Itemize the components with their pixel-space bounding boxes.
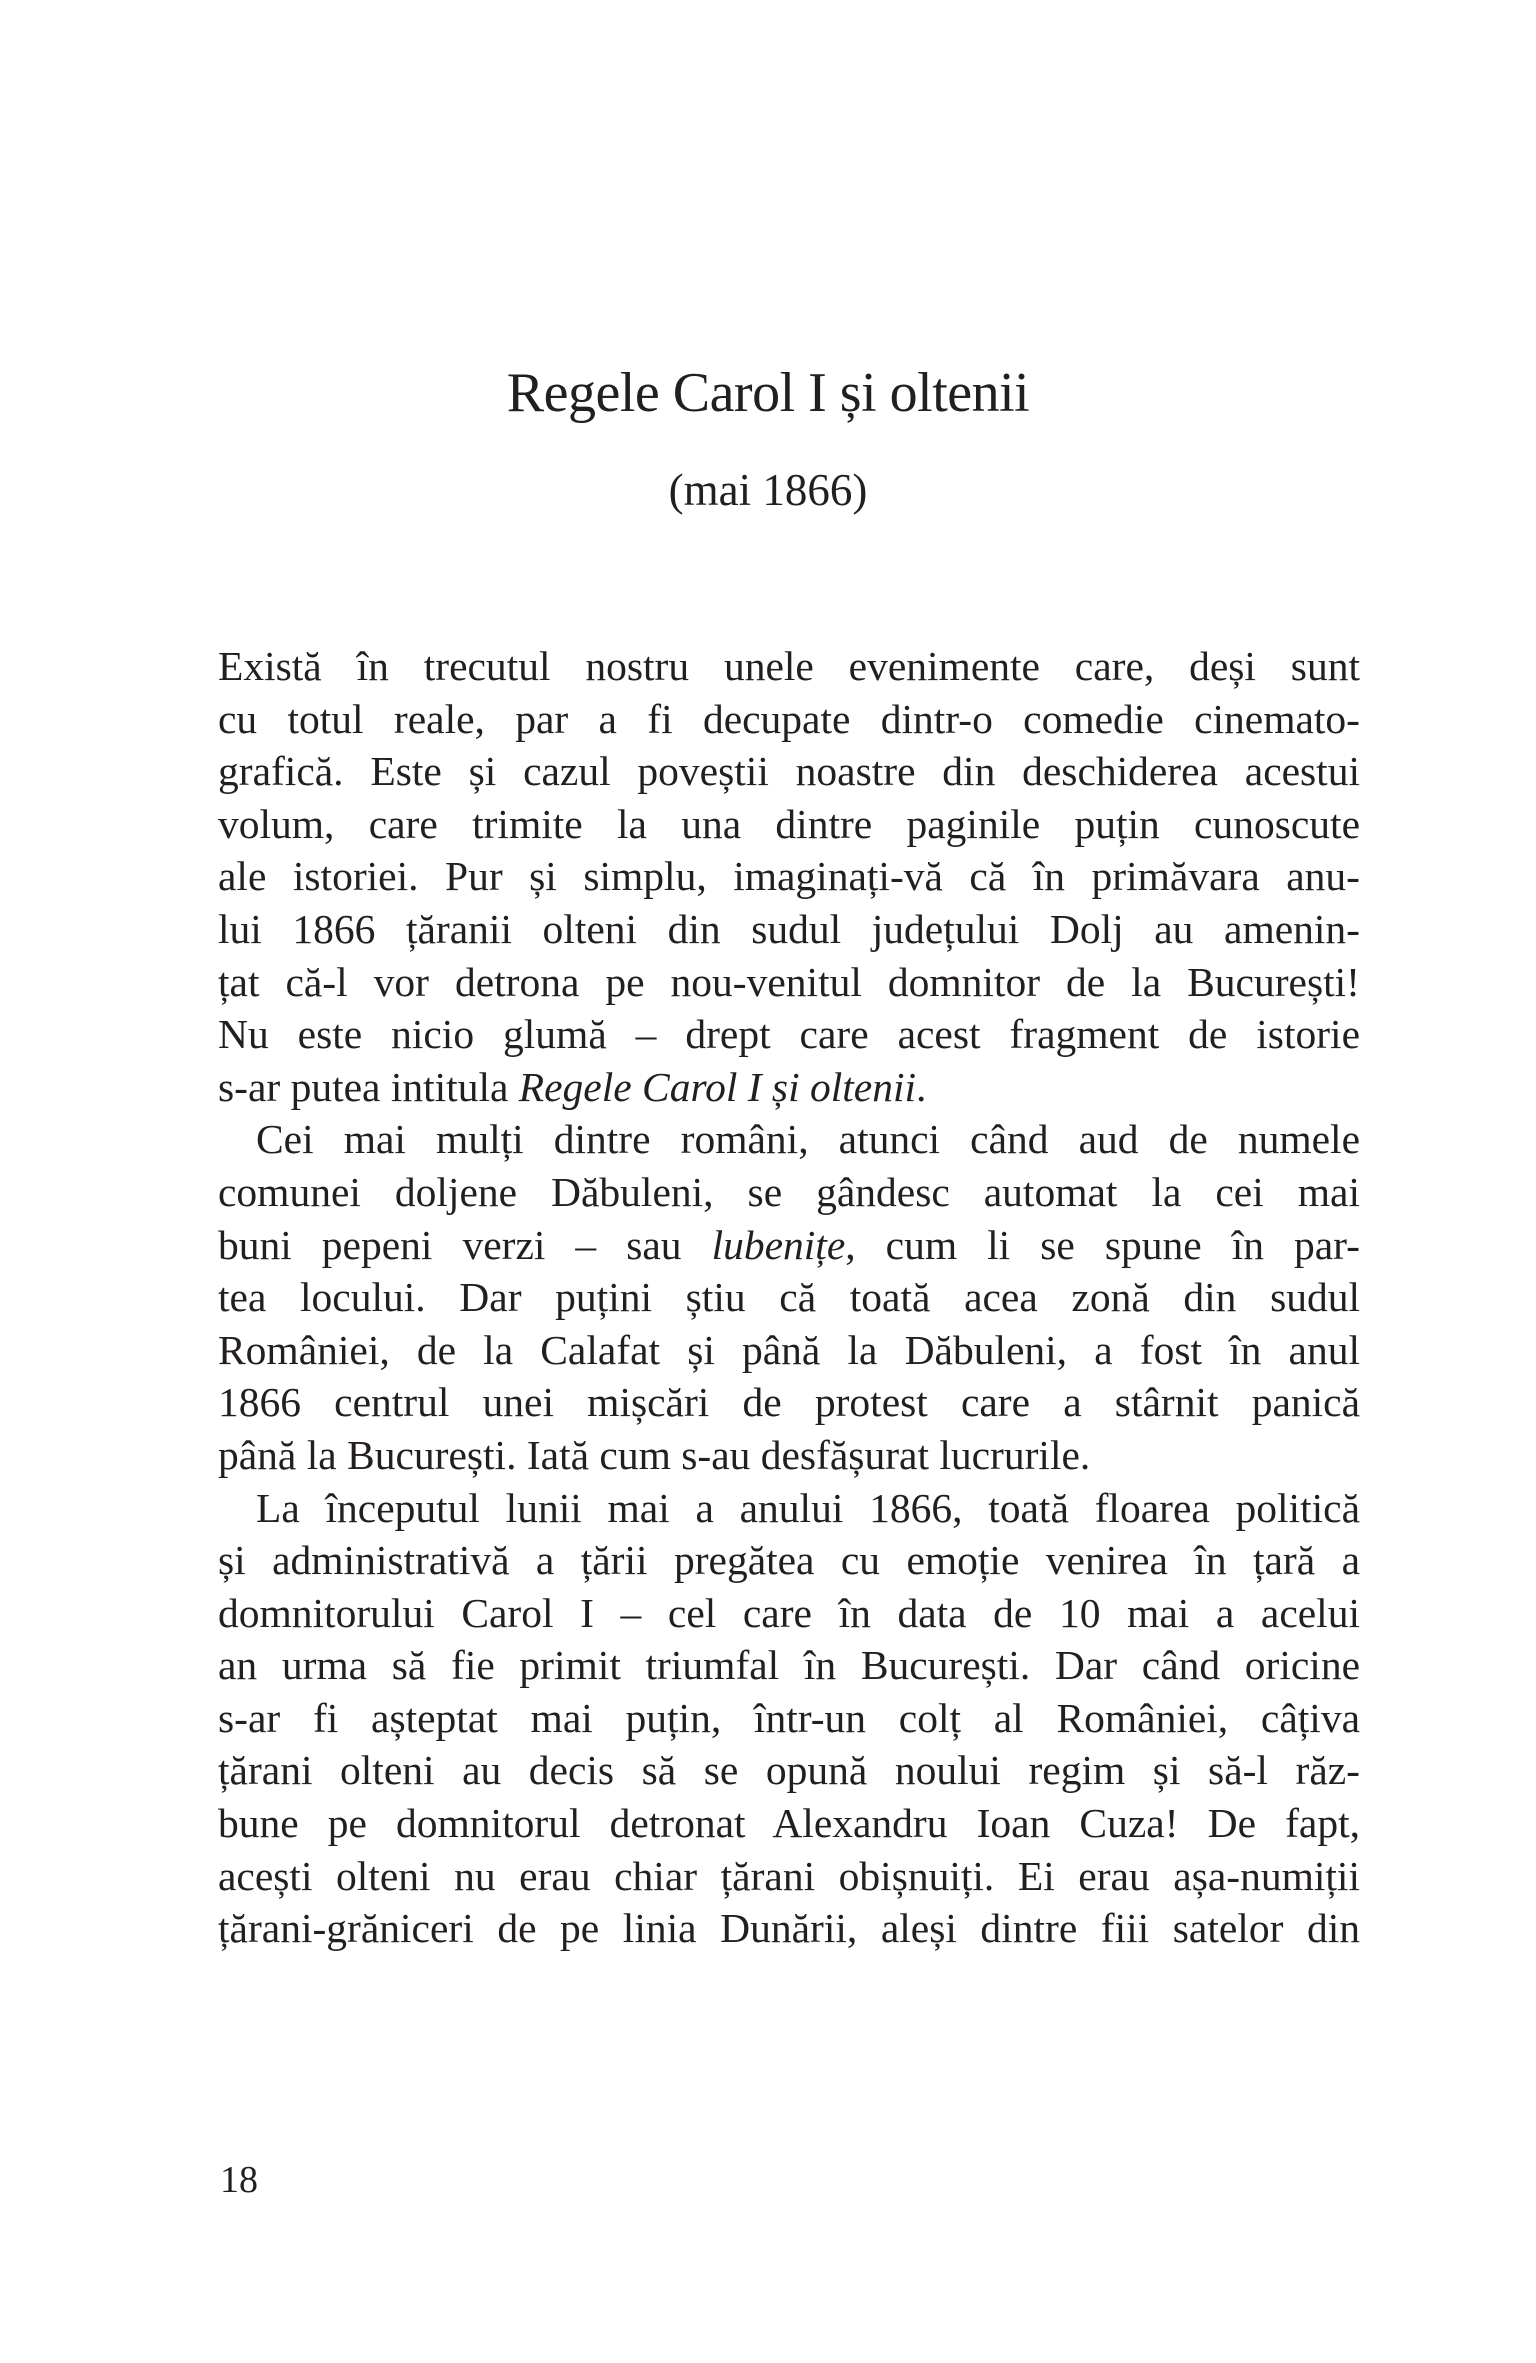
- text-line: ale istoriei. Pur și simplu, imaginați-vă că în primăvara anu-: [218, 853, 1360, 900]
- paragraph-2: [218, 1113, 1360, 1481]
- text-line: La începutul lunii mai a anului 1866, toată floarea politică: [256, 1484, 1360, 1531]
- text-line: acești olteni nu erau chiar țărani obișnuiți. Ei erau așa-numiții: [218, 1852, 1360, 1899]
- italic-title: Regele Carol I și oltenii: [518, 1063, 917, 1110]
- text-line: comunei doljene Dăbuleni, se gândesc automat la cei mai: [218, 1168, 1360, 1215]
- text-line: an urma să fie primit triumfal în București. Dar când oricine: [218, 1642, 1360, 1689]
- chapter-title: Regele Carol I și oltenii: [506, 362, 1030, 424]
- text-line: grafică. Este și cazul poveștii noastre din deschiderea acestui: [218, 748, 1360, 795]
- text-run: .: [916, 1063, 927, 1110]
- text-line: tea locului. Dar puțini știu că toată acea zonă din sudul: [218, 1274, 1360, 1321]
- text-line: până la București. Iată cum s-au desfășurat lucrurile.: [218, 1431, 1091, 1478]
- text-line: domnitorului Carol I – cel care în data de 10 mai a acelui: [218, 1589, 1360, 1636]
- paragraph-3: [218, 1482, 1360, 1955]
- text-line: țărani olteni au decis să se opună noului regim și să-l răz-: [218, 1747, 1360, 1794]
- text-line: Nu este nicio glumă – drept care acest fragment de istorie: [218, 1011, 1360, 1058]
- text-run: s-ar putea intitula: [218, 1063, 519, 1110]
- text-run: , cum li se spune în par-: [845, 1221, 1360, 1268]
- text-line: țat că-l vor detrona pe nou-venitul domnitor de la București!: [218, 958, 1360, 1005]
- text-line: volum, care trimite la una dintre paginile puțin cunoscute: [218, 800, 1360, 847]
- text-line: bune pe domnitorul detronat Alexandru Ioan Cuza! De fapt,: [218, 1800, 1360, 1847]
- text-line: [218, 1219, 1360, 1272]
- text-line: și administrativă a țării pregătea cu emoție venirea în țară a: [218, 1537, 1360, 1584]
- chapter-subtitle: (mai 1866): [668, 465, 868, 515]
- text-line: 1866 centrul unei mișcări de protest care a stârnit panică: [218, 1379, 1360, 1426]
- text-line: [218, 1061, 1360, 1114]
- page-number: 18: [220, 2159, 258, 2201]
- italic-word: lubenițe: [711, 1221, 846, 1268]
- text-line: s-ar fi așteptat mai puțin, într-un colț al României, câțiva: [218, 1694, 1360, 1741]
- text-line: țărani-grăniceri de pe linia Dunării, aleși dintre fiii satelor din: [218, 1905, 1360, 1952]
- text-line: Cei mai mulți dintre români, atunci când aud de numele: [256, 1116, 1360, 1163]
- text-run: buni pepeni verzi – sau: [218, 1221, 712, 1268]
- text-line: cu totul reale, par a fi decupate dintr-o comedie cinemato-: [218, 695, 1360, 742]
- chapter-body: [218, 640, 1360, 1955]
- text-line: Există în trecutul nostru unele evenimente care, deși sunt: [218, 643, 1360, 689]
- text-line: României, de la Calafat și până la Dăbuleni, a fost în anul: [218, 1326, 1360, 1373]
- text-line: lui 1866 țăranii olteni din sudul județului Dolj au amenin-: [218, 905, 1360, 952]
- paragraph-1: [218, 640, 1360, 1113]
